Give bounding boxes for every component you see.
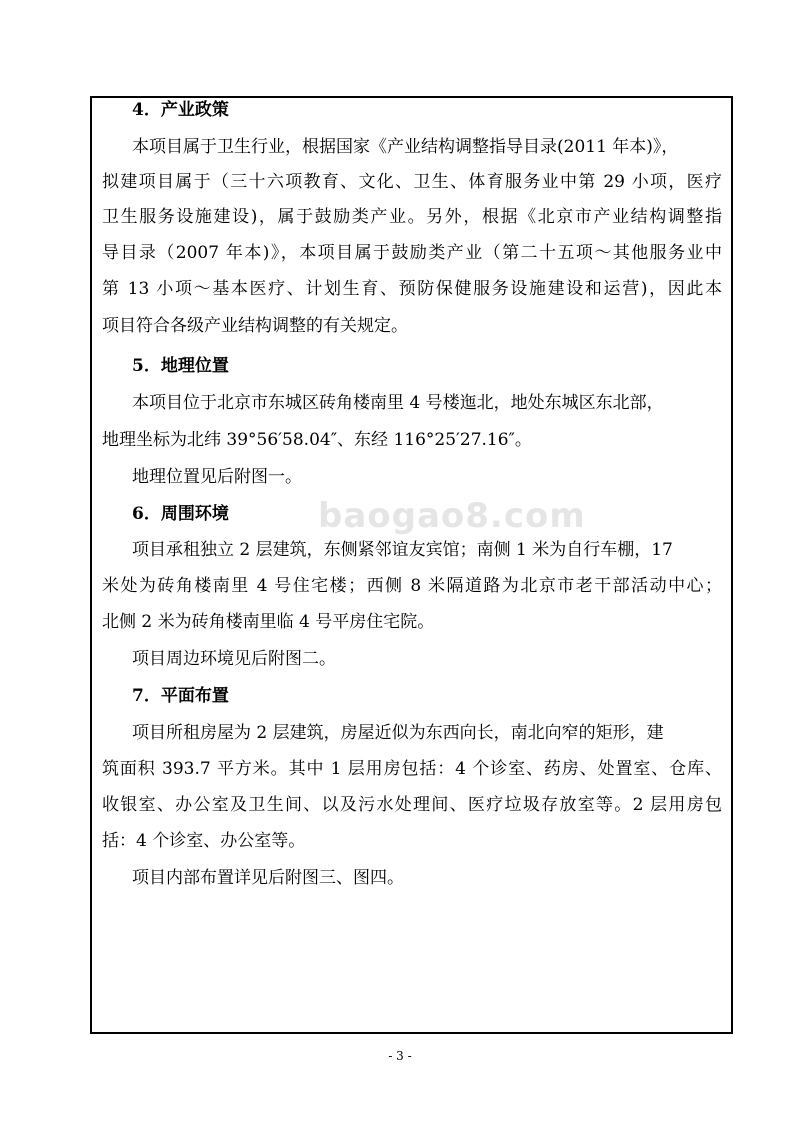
page-number: - 3 - <box>388 1049 412 1063</box>
paragraph-line: 地理位置见后附图一。 <box>132 467 302 487</box>
section-heading-industrial-policy: 4．产业政策 <box>132 100 229 120</box>
section-heading-geographic-location: 5．地理位置 <box>132 356 229 376</box>
paragraph-line: 卫生服务设施建设)，属于鼓励类产业。另外，根据《北京市产业结构调整指 <box>102 207 722 227</box>
paragraph-line: 本项目属于卫生行业，根据国家《产业结构调整指导目录(2011 年本)》， <box>132 137 679 157</box>
paragraph-line: 项目所租房屋为 2 层建筑，房屋近似为东西向长，南北向窄的矩形，建 <box>132 723 664 743</box>
paragraph-line: 筑面积 393.7 平方米。其中 1 层用房包括：4 个诊室、药房、处置室、仓库、 <box>102 759 722 779</box>
paragraph-line: 收银室、办公室及卫生间、以及污水处理间、医疗垃圾存放室等。2 层用房包 <box>102 795 722 815</box>
paragraph-line: 项目周边环境见后附图二。 <box>132 649 336 669</box>
paragraph-line: 项目承租独立 2 层建筑，东侧紧邻谊友宾馆；南侧 1 米为自行车棚，17 <box>132 540 673 560</box>
paragraph-line: 项目符合各级产业结构调整的有关规定。 <box>102 316 408 336</box>
paragraph-line: 地理坐标为北纬 39°56′58.04″、东经 116°25′27.16″。 <box>102 430 532 450</box>
paragraph-line: 本项目位于北京市东城区砖角楼南里 4 号楼迤北，地处东城区东北部， <box>132 393 664 413</box>
paragraph-line: 米处为砖角楼南里 4 号住宅楼；西侧 8 米隔道路为北京市老干部活动中心； <box>102 576 722 596</box>
paragraph-line: 括：4 个诊室、办公室等。 <box>102 831 306 851</box>
document-frame <box>90 96 733 1034</box>
section-heading-floor-plan: 7．平面布置 <box>132 686 229 706</box>
watermark: baogao8.com <box>318 496 586 536</box>
paragraph-line: 拟建项目属于（三十六项教育、文化、卫生、体育服务业中第 29 小项，医疗 <box>102 172 722 192</box>
paragraph-line: 项目内部布置详见后附图三、图四。 <box>132 868 404 888</box>
paragraph-line: 导目录（2007 年本)》，本项目属于鼓励类产业（第二十五项～其他服务业中 <box>102 243 722 263</box>
paragraph-line: 北侧 2 米为砖角楼南里临 4 号平房住宅院。 <box>102 612 435 632</box>
section-heading-surroundings: 6．周围环境 <box>132 504 229 524</box>
paragraph-line: 第 13 小项～基本医疗、计划生育、预防保健服务设施建设和运营)，因此本 <box>102 279 722 299</box>
